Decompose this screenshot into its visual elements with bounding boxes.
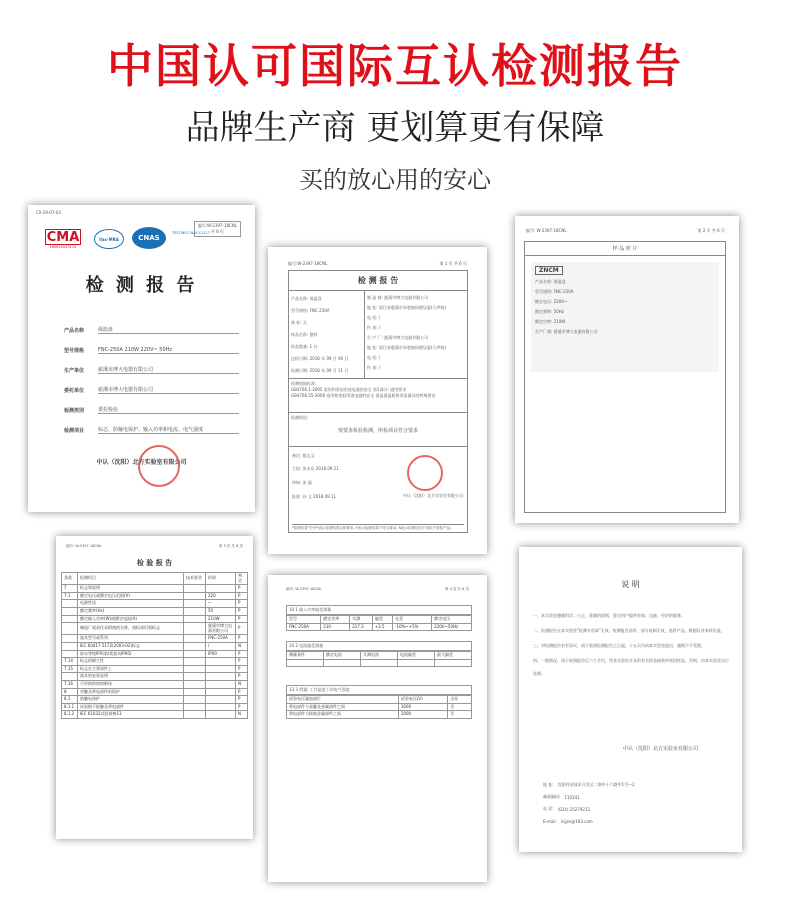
statement-page <box>519 547 742 852</box>
cell: P <box>236 592 248 600</box>
basis-line: GB4706.55-2008 家用和类似用途电器的安全 保温保温板和类似器具的特殊要求 <box>291 393 436 398</box>
cell <box>184 665 206 673</box>
cell: IPX0 <box>206 650 236 658</box>
cell <box>206 658 236 666</box>
main-basis-block <box>289 379 467 413</box>
cell: P <box>236 615 248 623</box>
field-row <box>64 320 239 340</box>
main-stamp <box>407 455 443 491</box>
main-title-text: 检 测 报 告 <box>289 271 467 291</box>
table-row <box>62 680 248 688</box>
field-value: 保温盘 <box>98 326 239 334</box>
field-value: 委托检验 <box>98 406 239 414</box>
basis-line: GB4706.1-2005 家用和类似用途电器的安全 第1部分: 通用要求 <box>291 387 407 392</box>
nameplate-photo <box>531 262 719 372</box>
contact-row <box>543 803 733 815</box>
cover-title: 检 测 报 告 <box>85 275 198 296</box>
table-row <box>62 673 248 681</box>
field-row <box>64 400 239 420</box>
table-row <box>62 607 248 615</box>
table-row <box>62 658 248 666</box>
field-value: 慈溪市博大电器有限公司 <box>98 386 239 394</box>
cell: IEC 60417-5172(2003-02)标志 <box>78 642 184 650</box>
cell: 8.1.1 <box>62 703 78 711</box>
col-header: 测量条件 <box>287 652 324 660</box>
field-row <box>64 420 239 440</box>
info-line: 传 真: / <box>367 365 381 370</box>
cell: P <box>236 696 248 704</box>
cell: FNC-250A <box>287 623 321 631</box>
cell: 器具型号或系列 <box>78 635 184 643</box>
field-row <box>64 340 239 360</box>
col-header: 允差 <box>393 616 432 624</box>
cell <box>184 711 206 719</box>
table-report-no: 编号: W-2397-18CNL <box>66 544 102 548</box>
info-line: 电 话: / <box>367 315 381 320</box>
cell: 器具的安装说明 <box>78 673 184 681</box>
table-title: 检 验 报 告 <box>136 559 173 567</box>
cover-page-count: 共 6 页 <box>210 229 224 234</box>
col-header: 条款 <box>62 573 78 585</box>
col-header: 结果 <box>206 573 236 585</box>
strength-table-block <box>286 685 472 719</box>
statement-title: 说 明 <box>621 580 640 589</box>
contact-label: 地 址: <box>543 782 554 787</box>
nameplate-line: 产品名称: 保温盘 <box>535 279 566 284</box>
cover-report-no: 编号:W-2397-18CNL <box>197 223 237 228</box>
cell: 慈溪市博大电器有限公司 <box>206 623 236 635</box>
table-row <box>62 592 248 600</box>
main-lab-name: 中认（沈阳）北方实验室有限公司 <box>403 493 463 498</box>
report-cover-page <box>28 205 255 512</box>
brand-logo: ZNCM <box>535 266 563 275</box>
col-header: 试验电压(V) <box>398 696 447 704</box>
cell: 7.15 <box>62 665 78 673</box>
cell <box>62 623 78 635</box>
cell <box>184 642 206 650</box>
cell: P <box>236 673 248 681</box>
cell: 防水等级IPX(第I类器具IPX0) <box>78 650 184 658</box>
info-line: 地 址: 浙江省慈溪市周巷镇同德居委(九甲路) <box>367 345 447 350</box>
field-value: FNC-250A 210W 220V~ 50Hz <box>98 347 239 354</box>
cnas-testing-label: TESTING CNAS L2227 <box>172 231 210 235</box>
cell: 7.1 <box>62 592 78 600</box>
table-row <box>62 711 248 719</box>
cell: 220V~50Hz <box>432 623 472 631</box>
cell <box>184 688 206 696</box>
main-footnote: *检测结果"栏中P表示检测结果合格要求; F表示检测结果不符合要求; N表示检测项目不适用于被检产品。 <box>292 524 464 530</box>
cell <box>184 696 206 704</box>
table-row <box>287 659 472 667</box>
basis-title: 检测依据标准: <box>291 381 317 386</box>
col-header: 击穿 <box>448 696 472 704</box>
cma-logo <box>44 229 82 249</box>
photo-section-title: 样 品 照 片 <box>525 242 725 256</box>
cell <box>206 696 236 704</box>
contact-label: 电 话: <box>543 806 554 811</box>
cell <box>184 680 206 688</box>
info-line: 型号规格: FNC-250A <box>291 308 330 313</box>
cover-stamp <box>138 445 180 487</box>
col-header: 型号 <box>287 616 321 624</box>
cell: 带电部件与接地金属部件之间 <box>287 711 399 719</box>
cell: P <box>236 703 248 711</box>
cell: 标志在主要部件上 <box>78 665 184 673</box>
cell <box>184 673 206 681</box>
main-conclusion-block <box>289 413 467 447</box>
cell <box>184 703 206 711</box>
contact-label: E-mail: <box>543 818 557 824</box>
field-label: 生产单位 <box>64 367 85 374</box>
photo-page-no: 第 2 页 共 6 页 <box>697 228 725 233</box>
main-info-block <box>289 291 467 379</box>
cell <box>62 642 78 650</box>
field-label: 委托单位 <box>64 387 85 394</box>
col-header: 技术要求 <box>184 573 206 585</box>
strength-table-title: 13.3 泄漏: 工作温度下的电气强度 <box>286 685 472 695</box>
col-header: 最大偏差 <box>435 652 472 660</box>
cell: 1000 <box>398 703 447 711</box>
cell <box>62 673 78 681</box>
photo-report-no: 编号: W-2397-18CNL <box>526 228 567 233</box>
cell <box>62 635 78 643</box>
cell <box>206 665 236 673</box>
statement-item: 二、检测报告无本实验室"检测专用章"无效。检测报告涂改、部分复制无效，选样产品，数据仅对来样负责。 <box>533 628 725 633</box>
contact-value: lnjjzx@163.com <box>560 818 593 824</box>
table-row <box>62 688 248 696</box>
cell <box>62 650 78 658</box>
cell: 7.14 <box>62 658 78 666</box>
editor-line: 主检: 张永东 2018.09.11 <box>292 466 339 471</box>
photo-frame <box>524 241 726 513</box>
col-header: 电流偏差 <box>398 652 435 660</box>
main-info-right <box>365 291 467 378</box>
cell: P <box>236 600 248 608</box>
info-line: 送样日期: 2018 年 09 月 06 日 <box>291 356 349 361</box>
cover-fields <box>64 320 239 440</box>
col-header: 额定功率 <box>321 616 350 624</box>
cell: 否 <box>448 703 472 711</box>
field-row <box>64 380 239 400</box>
conclusion-title: 检测结论: <box>291 415 309 420</box>
table-body <box>62 585 248 719</box>
inspection-table-page <box>56 536 253 839</box>
table-row <box>62 600 248 608</box>
col-header: 偏差 <box>372 616 392 624</box>
statement-item: 一、本实验室遵循科学、公正、准确的原则，愿为用户提供有效、迅速、经济的服务。 <box>533 613 685 618</box>
cover-lab-name: 中认（沈阳）北方实验室有限公司 <box>96 459 187 466</box>
col-header: 额定电流 <box>324 652 361 660</box>
cell: P <box>236 665 248 673</box>
cell <box>206 688 236 696</box>
cell: 标志和说明 <box>78 585 184 593</box>
tagline: 买的放心用的安心 <box>299 166 491 194</box>
cell <box>206 680 236 688</box>
cell: 否 <box>448 711 472 719</box>
cell <box>184 592 206 600</box>
contact-row <box>543 815 733 827</box>
field-value: 标志、防触电保护、输入功率和电流、电气强度 <box>98 426 239 434</box>
cell: 8 <box>62 688 78 696</box>
field-label: 检测类别 <box>64 407 85 414</box>
cell: 1000 <box>398 711 447 719</box>
info-line: 样品数量: 1 台 <box>291 344 318 349</box>
cell: N <box>236 680 248 688</box>
strength-table <box>286 695 472 719</box>
field-label: 检测项目 <box>64 427 85 434</box>
power-table-title: 10.1 输入功率偏差测量 <box>286 605 472 615</box>
power-table <box>286 615 472 631</box>
report-main-page <box>268 247 487 554</box>
cell: N <box>236 711 248 719</box>
contact-row <box>543 779 733 791</box>
main-report-no: 编号:W-2397-18CNL <box>288 261 328 266</box>
contact-row <box>543 791 733 803</box>
cell: P <box>236 650 248 658</box>
cell: 210 <box>321 623 350 631</box>
cell: P <box>236 688 248 696</box>
cell: / <box>206 642 236 650</box>
table-row <box>62 642 248 650</box>
cell: FNC-250A <box>206 635 236 643</box>
table-row <box>62 703 248 711</box>
cell: P <box>236 658 248 666</box>
cell: 带电部件与易触及金属部件之间 <box>287 703 399 711</box>
cell: P <box>236 607 248 615</box>
cell: 防触电保护 <box>78 696 184 704</box>
cell: 220 <box>206 592 236 600</box>
cell: 标志的耐久性 <box>78 658 184 666</box>
cell: 制造厂或责任承销商的名称、商标或识别标志 <box>78 623 184 635</box>
cell: 210W <box>206 615 236 623</box>
ilac-mra-logo: ilac-MRA <box>94 229 124 249</box>
cma-number: 160620043114 <box>49 245 77 249</box>
info-line: 产品名称: 保温盘 <box>291 296 322 301</box>
cell: 额定频率(Hz) <box>78 607 184 615</box>
sample-photo-page <box>515 216 739 523</box>
statement-items <box>533 609 729 680</box>
main-page-no: 第 1 页 共 6 页 <box>439 261 467 266</box>
contact-value: 沈阳经济技术开发区二期中十六路甲1号—2 <box>557 782 635 787</box>
info-line: 商 标: 无 <box>291 320 307 325</box>
cell: 试验指不能触及带电部件 <box>78 703 184 711</box>
main-info-left <box>289 291 365 378</box>
cell: 额定电压或额定电压范围(V) <box>78 592 184 600</box>
cnas-logo: CNAS <box>132 227 166 249</box>
table-row <box>62 615 248 623</box>
info-line: 生 产 厂: 慈溪市博大电器有限公司 <box>367 335 429 340</box>
contact-block <box>543 779 733 827</box>
cell: P <box>236 635 248 643</box>
statement-item: 三、对检测报告若有异议，请于收到检测报告之日起，十五天内向本实验室提出，逾期不予受理。 <box>533 643 705 648</box>
table-row <box>62 585 248 593</box>
table-row <box>62 650 248 658</box>
cell: +3.5 <box>372 623 392 631</box>
statement-item: 四、一般情况，请于收到报告后六个月内，凭本实验室开具的有关样品接收单领回样品，否则，由本实验室自行处理。 <box>533 658 729 676</box>
cell: 可更换的热熔断体 <box>78 680 184 688</box>
table-row <box>287 711 472 719</box>
cell: 8.1.2 <box>62 711 78 719</box>
nameplate-line: 额定频率: 50Hz <box>535 309 564 314</box>
approver-line: 批准: 孙 文 2018.09.11 <box>292 494 337 499</box>
cell: 电源性质 <box>78 600 184 608</box>
field-label: 型号规格 <box>64 347 85 354</box>
cma-mark: CMA <box>46 229 80 245</box>
table-row <box>62 635 248 643</box>
cell <box>206 711 236 719</box>
cell <box>184 623 206 635</box>
cell <box>62 615 78 623</box>
contact-label: 邮政编码: <box>543 794 561 799</box>
cell <box>184 635 206 643</box>
conclusion-text: 按要求检验检测，所检项目符合要求 <box>337 428 418 434</box>
field-row <box>64 360 239 380</box>
cell <box>206 673 236 681</box>
cell: 7 <box>62 585 78 593</box>
col-header: 判定 <box>236 573 248 585</box>
table-row <box>62 696 248 704</box>
main-title: 中国认可国际互认检测报告 <box>107 39 683 93</box>
auditor-line: 审核: 张 磊 <box>292 480 312 485</box>
cell: 50 <box>206 607 236 615</box>
col-header: 额定电压 <box>432 616 472 624</box>
info-line: 地 址: 浙江省慈溪市周巷镇同德居委(九甲路) <box>367 305 447 310</box>
table-row <box>287 623 472 631</box>
cell: P <box>236 585 248 593</box>
table-row <box>287 703 472 711</box>
cell: 对触及带电部件的防护 <box>78 688 184 696</box>
cell: ~ <box>206 600 236 608</box>
measure-report-no: 编号: W-2397-18CNL <box>286 587 322 591</box>
col-header: 检测项目 <box>78 573 184 585</box>
field-label: 产品名称 <box>64 327 85 334</box>
info-line: 电 话: / <box>367 355 381 360</box>
cell: N <box>236 642 248 650</box>
cell: -10%~+5% <box>393 623 432 631</box>
col-header: 试验电压施加部位 <box>287 696 399 704</box>
cell: P <box>236 623 248 635</box>
cell <box>184 585 206 593</box>
cell <box>184 607 206 615</box>
nameplate-line: 型号规格: FNC-250A <box>535 289 574 294</box>
contact-value: (024) 25279212 <box>557 806 591 812</box>
col-header: 实测 <box>350 616 373 624</box>
cover-corner-code: CX-29-07-03 <box>36 210 61 215</box>
cell: 额定输入功率(W)或额定电流(A) <box>78 615 184 623</box>
nameplate-line: 额定电压: 220V~ <box>535 299 568 304</box>
nameplate-line: 额定功率: 210W <box>535 319 566 324</box>
info-line: 样品名称: 整样 <box>291 332 318 337</box>
field-value: 慈溪市博大电器有限公司 <box>98 366 239 374</box>
cell <box>206 703 236 711</box>
table-page-no: 第 3 页 共 6 页 <box>218 544 243 548</box>
info-line: 检测日期: 2018 年 09 月 11 日 <box>291 368 349 373</box>
power-table-block <box>286 605 472 631</box>
main-sign-block <box>289 447 467 523</box>
measurement-page <box>268 575 487 882</box>
cell: 8.1 <box>62 696 78 704</box>
current-table <box>286 651 472 667</box>
cell <box>184 600 206 608</box>
table-row <box>62 665 248 673</box>
cell <box>206 585 236 593</box>
info-line: 传 真: / <box>367 325 381 330</box>
cell <box>184 615 206 623</box>
table-header-row <box>62 573 248 585</box>
subtitle: 品牌生产商 更划算更有保障 <box>185 108 605 148</box>
nameplate-line: 生产厂商: 慈溪市博大电器有限公司 <box>535 329 598 334</box>
table-row <box>62 623 248 635</box>
contact-value: 110141 <box>564 794 580 800</box>
statement-lab-name: 中认（沈阳）北方实验室有限公司 <box>623 746 699 752</box>
cell <box>184 650 206 658</box>
notes: 备注: 限志文 <box>292 453 315 458</box>
current-table-block <box>286 641 472 667</box>
inspection-table <box>61 572 248 719</box>
cell: 7.16 <box>62 680 78 688</box>
col-header: 实测电流 <box>361 652 398 660</box>
info-line: 制 造 商: 慈溪市博大电器有限公司 <box>367 295 429 300</box>
cell <box>184 658 206 666</box>
cell: 217.3 <box>350 623 373 631</box>
current-table-title: 10.2 电流偏差测量 <box>286 641 472 651</box>
cell <box>62 600 78 608</box>
cell: IEC 61032试验探棒13 <box>78 711 184 719</box>
cell <box>62 607 78 615</box>
main-report-body <box>288 270 468 533</box>
measure-page-no: 第 4 页 共 6 页 <box>444 587 469 591</box>
